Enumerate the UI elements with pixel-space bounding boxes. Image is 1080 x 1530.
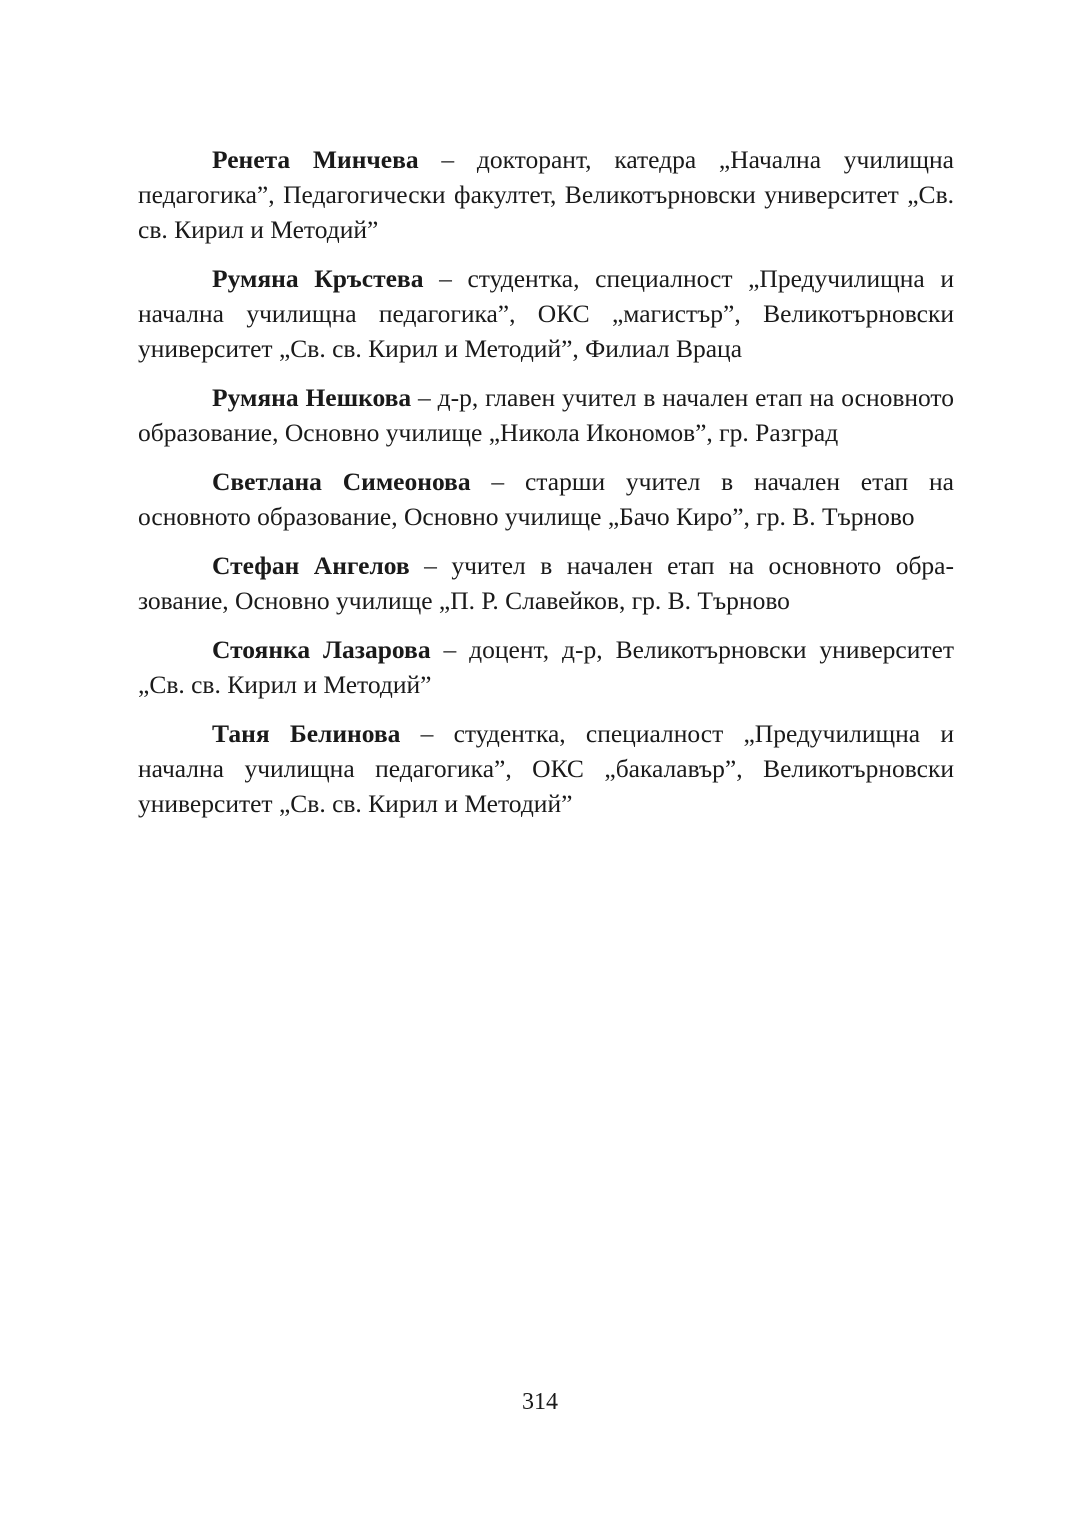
contributor-name: Светлана Симеонова <box>212 467 471 496</box>
contributor-name: Таня Белинова <box>212 719 401 748</box>
contributor-entry <box>138 380 954 450</box>
contributor-description: – д-р, главен учител в начален етап на основното образование, Основно училище „Никола Икономов”, гр. Разград <box>138 383 954 447</box>
contributor-entry <box>138 261 954 366</box>
contributor-entry <box>138 632 954 702</box>
contributor-name: Стефан Ангелов <box>212 551 410 580</box>
contributor-description: – студентка, специалност „Предучилищна и начална училищна педагогика”, ОКС „магистър”, Великотърновски университет „Св. св. Кирил и Методий”, Филиал Враца <box>138 264 954 363</box>
contributor-name: Румяна Кръстева <box>212 264 424 293</box>
contributor-entry <box>138 548 954 618</box>
contributor-description: – старши учител в начален етап на основното образование, Основно училище „Бачо Киро”, гр. В. Търново <box>138 467 954 531</box>
document-page <box>138 142 954 835</box>
contributor-description: – студентка, специалност „Предучилищна и начална училищна педагогика”, ОКС „бакалавър”, Великотърновски университет „Св. св. Кирил и Методий” <box>138 719 954 818</box>
contributor-name: Стоянка Лазарова <box>212 635 431 664</box>
contributor-entry <box>138 142 954 247</box>
contributor-description: – учител в начален етап на основното образование, Основно училище „П. Р. Славейков, гр. В. Търново <box>138 551 954 615</box>
contributor-entry <box>138 716 954 821</box>
contributor-name: Румяна Нешкова <box>212 383 412 412</box>
contributor-description: – доцент, д-р, Великотърновски университет „Св. св. Кирил и Методий” <box>138 635 954 699</box>
page-number: 314 <box>522 1389 558 1415</box>
contributor-name: Ренета Минчева <box>212 145 419 174</box>
contributor-entry <box>138 464 954 534</box>
contributor-description: – докторант, катедра „Начална училищна педагогика”, Педагогически факултет, Великотърновски университет „Св. св. Кирил и Методий” <box>138 145 954 244</box>
